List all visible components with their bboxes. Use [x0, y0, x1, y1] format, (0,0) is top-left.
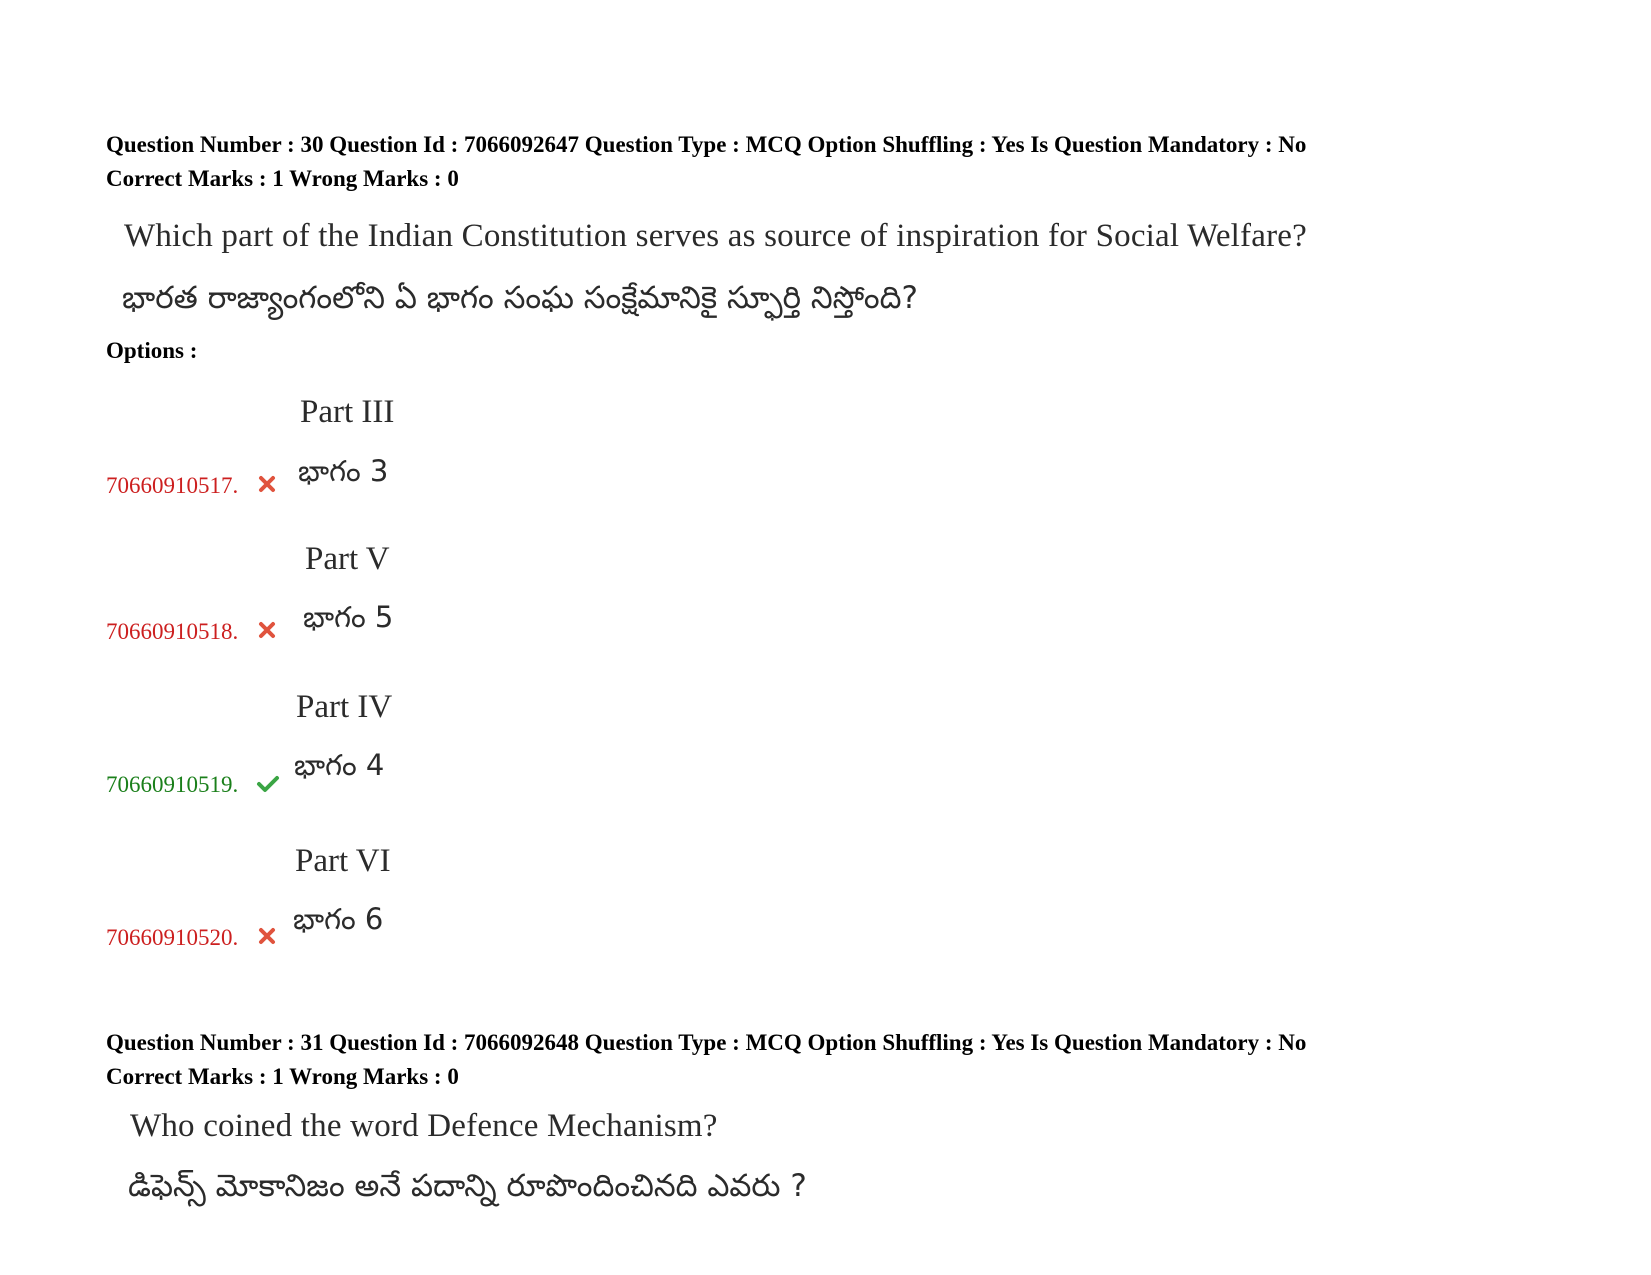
cross-icon [257, 620, 277, 640]
option-id: 70660910519. [106, 772, 239, 797]
option-text-telugu: భాగం 3 [298, 454, 389, 488]
option-id: 70660910518. [106, 619, 239, 644]
question-text-english: Who coined the word Defence Mechanism? [130, 1108, 718, 1144]
question-text-telugu: డిఫెన్స్ మోకానిజం అనే పదాన్ని రూపొందించినది ఎవరు ? [128, 1168, 807, 1204]
question-text-telugu: భారత రాజ్యాంగంలోని ఏ భాగం సంఘ సంక్షేమానికై స్ఫూర్తి నిస్తోంది? [122, 280, 918, 316]
question-meta-line: Question Number : 31 Question Id : 7066092648 Question Type : MCQ Option Shuffling : Yes Is Question Mandatory : No [106, 1030, 1307, 1055]
cross-icon [257, 926, 277, 946]
option-text-english: Part III [300, 394, 395, 430]
option-text-english: Part IV [296, 689, 393, 725]
option-text-telugu: భాగం 5 [303, 600, 394, 634]
question-marks-line: Correct Marks : 1 Wrong Marks : 0 [106, 1064, 459, 1089]
option-text-english: Part VI [295, 843, 391, 879]
question-marks-line: Correct Marks : 1 Wrong Marks : 0 [106, 166, 459, 191]
question-meta-line: Question Number : 30 Question Id : 7066092647 Question Type : MCQ Option Shuffling : Yes Is Question Mandatory : No [106, 132, 1307, 157]
option-id: 70660910517. [106, 473, 239, 498]
options-label: Options : [106, 338, 198, 363]
option-text-telugu: భాగం 6 [293, 902, 384, 936]
question-text-english: Which part of the Indian Constitution serves as source of inspiration for Social Welfare? [124, 218, 1307, 254]
option-text-english: Part V [305, 541, 390, 577]
option-id: 70660910520. [106, 925, 239, 950]
cross-icon [257, 474, 277, 494]
option-text-telugu: భాగం 4 [294, 748, 385, 782]
check-icon [256, 774, 280, 794]
